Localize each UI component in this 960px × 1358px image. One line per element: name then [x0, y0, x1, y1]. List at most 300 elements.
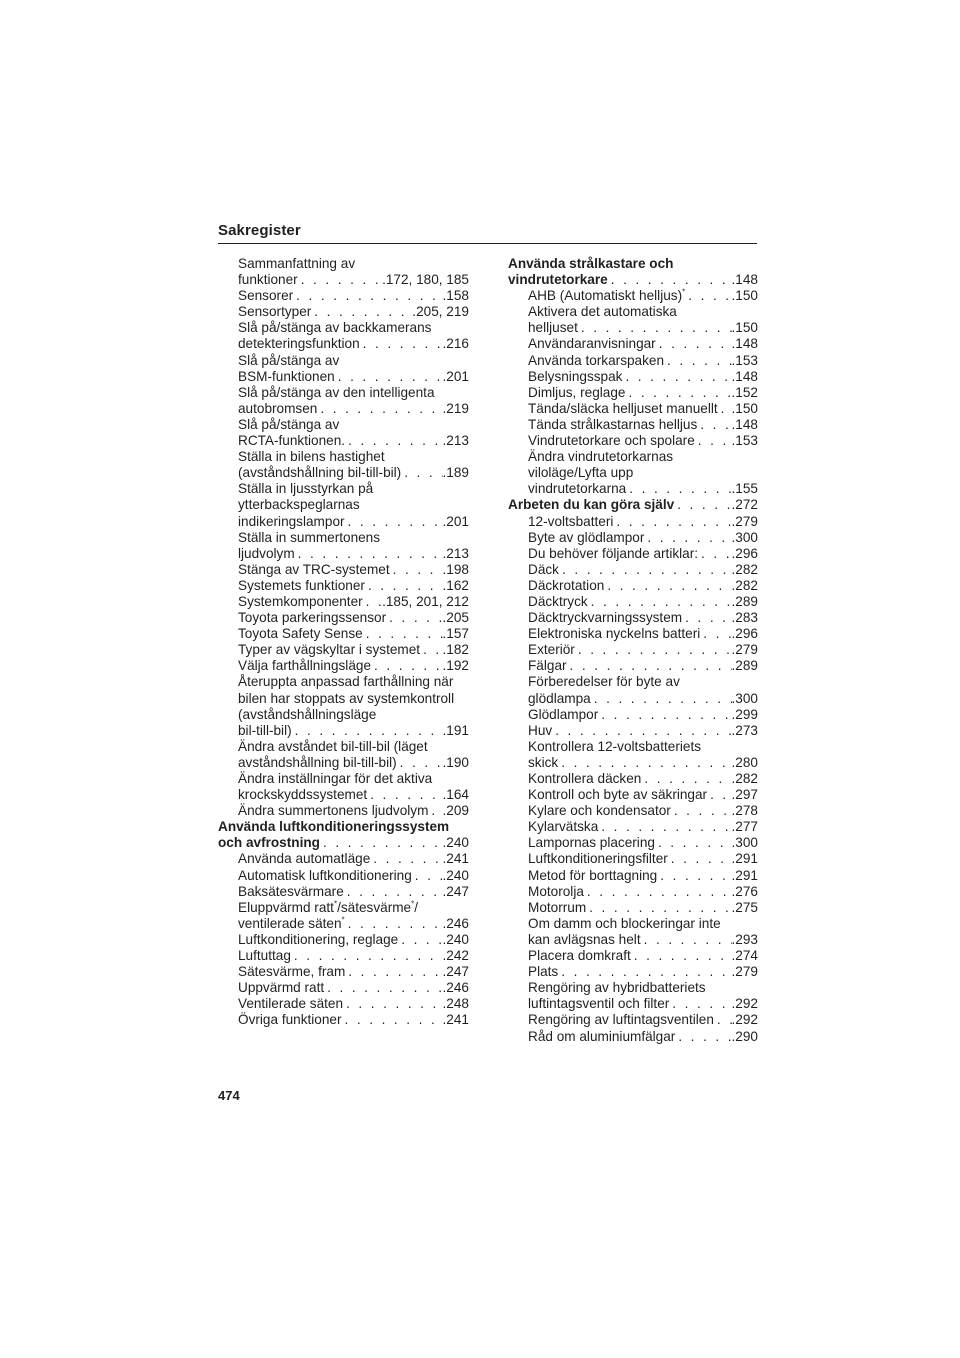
index-page-ref: .300 — [731, 690, 758, 706]
dot-leader — [363, 594, 382, 610]
index-page-ref: .148 — [731, 368, 758, 384]
index-page-ref: .209 — [442, 803, 469, 819]
index-page-ref: .282 — [731, 577, 758, 593]
index-entry-text: Övriga funktioner — [238, 1012, 342, 1028]
index-entry-text: Metod för borttagning — [528, 867, 658, 883]
index-entry-text: Rengöring av luftintagsventilen — [528, 1012, 714, 1028]
index-entry-text: Däckrotation — [528, 577, 605, 593]
index-entry-text: Användaranvisningar — [528, 336, 656, 352]
index-heading — [218, 835, 469, 851]
dot-leader — [428, 803, 442, 819]
index-entry-text: autobromsen — [238, 400, 318, 416]
index-entry — [508, 481, 758, 497]
index-entry — [218, 980, 469, 996]
dot-leader — [664, 353, 732, 369]
index-entry — [218, 900, 469, 916]
dot-leader — [390, 562, 443, 578]
index-entry-text: indikeringslampor — [238, 513, 345, 529]
index-page-ref: .148 — [731, 272, 758, 288]
dot-leader — [567, 658, 732, 674]
index-entry — [508, 336, 758, 352]
index-entry — [508, 819, 758, 835]
index-page-ref: .241 — [442, 851, 469, 867]
index-entry — [218, 578, 469, 594]
index-entry-text: krockskyddssystemet — [238, 787, 368, 803]
dot-leader — [698, 546, 732, 562]
index-entry — [508, 320, 758, 336]
index-entry-text: Kylarvätska — [528, 819, 599, 835]
index-entry-text: helljuset — [528, 320, 578, 336]
index-entry-text: Sensorer — [238, 288, 294, 304]
index-entry — [508, 626, 758, 642]
index-entry — [218, 691, 469, 707]
index-page-ref: .289 — [731, 593, 758, 609]
index-entry — [508, 851, 758, 867]
index-page-ref: .182 — [442, 642, 469, 658]
index-page-ref: .201 — [442, 513, 469, 529]
index-entry — [508, 594, 758, 610]
index-page-ref: .282 — [731, 771, 758, 786]
index-page-ref: .240 — [442, 835, 469, 851]
dot-leader — [344, 884, 443, 900]
index-entry — [508, 304, 758, 320]
index-entry-text: skick — [528, 754, 559, 770]
index-page-ref: .150 — [731, 320, 758, 336]
dot-leader — [584, 884, 732, 900]
index-entry-text: Ändra vindrutetorkarnas — [528, 449, 674, 465]
index-entry-text: Återuppta anpassad farthållning när — [238, 674, 454, 690]
index-entry — [508, 691, 758, 707]
dot-leader — [682, 610, 731, 626]
index-entry — [218, 755, 469, 771]
dot-leader — [412, 868, 443, 884]
dot-leader — [558, 755, 731, 771]
index-entry-text: RCTA-funktionen. — [238, 433, 346, 449]
index-entry — [508, 514, 758, 530]
index-page-ref: .272 — [731, 497, 758, 513]
index-entry — [508, 755, 758, 771]
index-entry-text: Toyota Safety Sense — [238, 626, 363, 642]
index-page-ref: .242 — [442, 948, 469, 964]
index-entry-text: Eluppvärmd ratt*/sätesvärme*/ — [238, 899, 419, 915]
dot-leader — [420, 642, 442, 658]
index-entry-text: detekteringsfunktion — [238, 336, 360, 352]
index-entry-text: Rengöring av hybridbatteriets — [528, 980, 706, 996]
index-entry-text: Slå på/stänga av — [238, 416, 340, 432]
index-entry-text: Tända strålkastarnas helljus — [528, 416, 698, 432]
index-entry-text: bil-till-bil) — [238, 722, 292, 738]
dot-leader — [386, 610, 442, 626]
index-entry-text: Ställa in ljusstyrkan på — [238, 481, 374, 497]
dot-leader — [604, 578, 731, 594]
index-entry-text: Välja farthållningsläge — [238, 658, 372, 674]
index-entry — [508, 948, 758, 964]
dot-leader — [345, 433, 443, 449]
index-page-ref: .289 — [731, 658, 758, 674]
index-entry-text: Ställa in summertonens — [238, 529, 381, 545]
index-page-ref: .296 — [731, 545, 758, 561]
index-page-ref: .192 — [442, 658, 469, 674]
index-entry — [508, 964, 758, 980]
index-page-ref: .279 — [731, 964, 758, 980]
index-entry-text: Ändra summertonens ljudvolym — [238, 803, 429, 819]
index-page-ref: .155 — [731, 481, 758, 497]
header-divider — [218, 243, 757, 244]
index-page-ref: .205, 219 — [412, 304, 469, 320]
index-page-ref: .300 — [731, 529, 758, 545]
index-page-ref: .246 — [442, 980, 469, 996]
index-entry — [508, 401, 758, 417]
dot-leader — [631, 948, 732, 964]
index-entry — [218, 336, 469, 352]
index-page-ref: .148 — [731, 416, 758, 432]
index-page-ref: .241 — [442, 1012, 469, 1028]
index-entry — [508, 353, 758, 369]
index-entry-text: Byte av glödlampor — [528, 529, 645, 545]
index-page-ref: .162 — [442, 577, 469, 593]
dot-leader — [367, 787, 442, 803]
index-title: Sakregister — [218, 222, 301, 239]
index-entry-text: Slå på/stänga av — [238, 352, 340, 368]
index-entry — [218, 1012, 469, 1028]
index-entry — [508, 449, 758, 465]
dot-leader — [697, 417, 731, 433]
index-entry-text: 12-voltsbatteri — [528, 513, 614, 529]
index-entry — [218, 642, 469, 658]
index-entry-text: ljudvolym — [238, 545, 295, 561]
index-entry — [508, 932, 758, 948]
index-entry — [218, 674, 469, 690]
index-page-ref: .246 — [442, 915, 469, 931]
index-entry-text: Slå på/stänga av backkamerans — [238, 320, 432, 336]
dot-leader — [598, 819, 731, 835]
index-entry-text: Sätesvärme, fram — [238, 964, 346, 980]
index-page-ref: .240 — [442, 867, 469, 883]
index-entry — [508, 996, 758, 1012]
index-entry-text: ventilerade säten* — [238, 915, 345, 931]
dot-leader — [345, 514, 443, 530]
index-entry-text: Dimljus, reglage — [528, 384, 626, 400]
index-page-ref: .240 — [442, 931, 469, 947]
index-entry-text: glödlampa — [528, 690, 591, 706]
dot-leader — [559, 562, 732, 578]
index-page-ref: .283 — [731, 610, 758, 626]
index-column-right — [508, 256, 758, 1045]
index-page-ref: .282 — [731, 561, 758, 577]
index-entry — [218, 481, 469, 497]
index-entry-text: (avståndshållning bil-till-bil) — [238, 465, 402, 481]
index-entry-text: Däcktryck — [528, 593, 588, 609]
index-page-ref: .275 — [731, 899, 758, 915]
dot-leader — [671, 803, 732, 819]
index-entry-text: Stänga av TRC-systemet — [238, 561, 390, 577]
index-entry-text: Ställa in bilens hastighet — [238, 449, 385, 465]
index-entry-text: Exteriör — [528, 642, 575, 658]
dot-leader — [591, 691, 732, 707]
index-page-ref: .213 — [442, 433, 469, 449]
index-entry-text: Ändra avståndet bil-till-bil (läget — [238, 738, 428, 754]
index-entry — [218, 932, 469, 948]
index-entry — [508, 610, 758, 626]
index-entry — [218, 353, 469, 369]
dot-leader — [588, 594, 732, 610]
dot-leader — [360, 336, 443, 352]
index-entry — [218, 449, 469, 465]
index-page-ref: .293 — [731, 931, 758, 947]
dot-leader — [675, 1029, 731, 1045]
index-entry-text: Typer av vägskyltar i systemet — [238, 642, 421, 658]
index-entry-text: funktioner — [238, 272, 298, 288]
index-entry — [218, 707, 469, 723]
index-entry-text: Kontrollera 12-voltsbatteriets — [528, 738, 702, 754]
dot-leader — [293, 288, 442, 304]
index-entry-text: Luftkonditionering, reglage — [238, 931, 399, 947]
index-page-ref: .299 — [731, 706, 758, 722]
index-page-ref: .198 — [442, 561, 469, 577]
index-entry-text: Systemkomponenter — [238, 593, 363, 609]
index-entry-text: Luftuttag — [238, 948, 291, 964]
index-page-ref: .213 — [442, 545, 469, 561]
index-entry-text: Baksätesvärmare — [238, 883, 344, 899]
index-entry — [508, 1012, 758, 1028]
dot-leader — [625, 385, 731, 401]
index-entry — [218, 562, 469, 578]
dot-leader — [586, 900, 731, 916]
index-entry-text: avståndshållning bil-till-bil) — [238, 754, 397, 770]
dot-leader — [365, 578, 443, 594]
dot-leader — [674, 497, 731, 513]
index-entry — [508, 288, 758, 304]
index-page-ref: .185, 201, 212 — [382, 593, 469, 609]
dot-leader — [552, 723, 731, 739]
index-entry — [508, 674, 758, 690]
index-page-ref: .274 — [731, 948, 758, 964]
index-entry — [218, 514, 469, 530]
index-entry-text: Luftkonditioneringsfilter — [528, 851, 668, 867]
index-entry — [508, 884, 758, 900]
index-entry — [218, 288, 469, 304]
index-entry-text: Belysningsspak — [528, 368, 623, 384]
dot-leader — [320, 835, 443, 851]
dot-leader — [345, 916, 443, 932]
index-entry — [218, 948, 469, 964]
index-entry — [508, 530, 758, 546]
index-entry-text: Däck — [528, 561, 559, 577]
dot-leader — [291, 948, 443, 964]
dot-leader — [641, 771, 731, 787]
index-page-ref: .153 — [731, 352, 758, 368]
index-entry — [218, 530, 469, 546]
index-entry-text: viloläge/Lyfta upp — [528, 465, 634, 481]
index-page-ref: .201 — [442, 368, 469, 384]
index-entry-text: Arbeten du kan göra själv — [508, 497, 675, 513]
index-entry — [218, 304, 469, 320]
dot-leader — [622, 369, 731, 385]
dot-leader — [295, 546, 443, 562]
index-entry-text: Vindrutetorkare och spolare — [528, 433, 695, 449]
index-entry-text: Tända/släcka helljuset manuellt — [528, 400, 718, 416]
index-entry — [508, 835, 758, 851]
index-entry-text: Du behöver följande artiklar: — [528, 545, 699, 561]
index-entry-text: Ventilerade säten — [238, 996, 344, 1012]
index-entry-text: Råd om aluminiumfälgar — [528, 1028, 676, 1044]
index-heading — [218, 819, 469, 835]
index-entry — [218, 546, 469, 562]
index-entry-text: Automatisk luftkonditionering — [238, 867, 412, 883]
index-entry-text: Motorrum — [528, 899, 587, 915]
index-entry-text: Ändra inställningar för det aktiva — [238, 771, 433, 786]
index-entry — [218, 401, 469, 417]
index-entry — [508, 642, 758, 658]
dot-leader — [335, 369, 443, 385]
index-page-ref: .297 — [731, 787, 758, 803]
index-page-ref: .300 — [731, 835, 758, 851]
index-page-ref: .205 — [442, 610, 469, 626]
dot-leader — [311, 304, 412, 320]
index-entry-text: Använda automatläge — [238, 851, 371, 867]
index-entry-text: Lampornas placering — [528, 835, 655, 851]
index-entry — [218, 723, 469, 739]
index-entry-text: kan avlägsnas helt — [528, 931, 641, 947]
page-number: 474 — [218, 1088, 240, 1103]
index-entry-text: Förberedelser för byte av — [528, 674, 680, 690]
index-entry-text: Uppvärmd ratt — [238, 980, 325, 996]
index-entry — [218, 739, 469, 755]
index-entry — [508, 385, 758, 401]
index-entry-text: och avfrostning — [218, 835, 320, 851]
index-entry — [218, 626, 469, 642]
index-entry — [508, 787, 758, 803]
dot-leader — [324, 980, 442, 996]
index-entry — [508, 578, 758, 594]
index-entry-text: Sensortyper — [238, 304, 312, 320]
dot-leader — [558, 964, 731, 980]
index-entry-text: Kontrollera däcken — [528, 771, 642, 786]
index-entry — [508, 369, 758, 385]
index-entry-text: ytterbackspeglarnas — [238, 497, 360, 513]
dot-leader — [578, 320, 732, 336]
index-page-ref: .164 — [442, 787, 469, 803]
index-page-ref: .296 — [731, 626, 758, 642]
index-entry — [218, 658, 469, 674]
index-page-ref: .279 — [731, 642, 758, 658]
index-entry — [218, 803, 469, 819]
index-entry-text: Kontroll och byte av säkringar — [528, 787, 708, 803]
index-heading — [508, 272, 758, 288]
index-entry — [508, 417, 758, 433]
dot-leader — [718, 401, 732, 417]
index-entry — [218, 787, 469, 803]
dot-leader — [575, 642, 732, 658]
index-page-ref: .189 — [442, 465, 469, 481]
index-entry — [508, 771, 758, 787]
index-entry — [218, 964, 469, 980]
index-page-ref: .191 — [442, 722, 469, 738]
dot-leader — [668, 851, 732, 867]
index-entry — [508, 433, 758, 449]
dot-leader — [657, 868, 731, 884]
index-entry-text: luftintagsventil och filter — [528, 996, 670, 1012]
dot-leader — [641, 932, 732, 948]
index-page-ref: .292 — [731, 1012, 758, 1028]
index-page-ref: .190 — [442, 754, 469, 770]
index-entry — [218, 916, 469, 932]
index-entry — [508, 739, 758, 755]
index-page-ref: .150 — [731, 288, 758, 304]
index-entry-text: Använda strålkastare och — [508, 256, 674, 271]
index-entry-text: Placera domkraft — [528, 948, 631, 964]
index-page-ref: .277 — [731, 819, 758, 835]
index-page-ref: .157 — [442, 626, 469, 642]
dot-leader — [695, 433, 732, 449]
index-entry — [508, 465, 758, 481]
dot-leader — [714, 1012, 732, 1028]
index-page-ref: .158 — [442, 288, 469, 304]
index-entry — [508, 546, 758, 562]
index-entry — [218, 868, 469, 884]
index-entry — [218, 465, 469, 481]
index-entry — [508, 916, 758, 932]
index-entry — [508, 803, 758, 819]
index-entry-text: Sammanfattning av — [238, 256, 356, 271]
dot-leader — [656, 336, 732, 352]
index-heading — [508, 497, 758, 513]
index-entry — [218, 417, 469, 433]
index-entry-text: Använda luftkonditioneringssystem — [218, 819, 450, 835]
dot-leader — [343, 996, 442, 1012]
index-page-ref: .278 — [731, 803, 758, 819]
index-entry — [218, 497, 469, 513]
index-page-ref: .247 — [442, 964, 469, 980]
dot-leader — [598, 707, 731, 723]
index-page-ref: .148 — [731, 336, 758, 352]
index-entry-text: Systemets funktioner — [238, 577, 365, 593]
index-entry-text: AHB (Automatiskt helljus)* — [528, 288, 686, 304]
dot-leader — [644, 530, 731, 546]
dot-leader — [626, 481, 731, 497]
index-page-ref: .279 — [731, 513, 758, 529]
index-page-ref: .216 — [442, 336, 469, 352]
index-page-ref: .150 — [731, 400, 758, 416]
index-heading — [508, 256, 758, 272]
dot-leader — [298, 272, 382, 288]
index-entry — [218, 594, 469, 610]
dot-leader — [401, 465, 442, 481]
dot-leader — [608, 272, 732, 288]
index-entry-text: Huv — [528, 722, 553, 738]
dot-leader — [613, 514, 731, 530]
index-entry — [508, 723, 758, 739]
index-entry-text: Däcktryckvarningssystem — [528, 610, 683, 626]
index-page-ref: .291 — [731, 851, 758, 867]
index-entry — [218, 610, 469, 626]
dot-leader — [292, 723, 443, 739]
dot-leader — [707, 787, 731, 803]
index-entry — [218, 771, 469, 787]
index-entry-text: Slå på/stänga av den intelligenta — [238, 384, 435, 400]
index-page-ref: .153 — [731, 433, 758, 449]
index-entry-text: bilen har stoppats av systemkontroll — [238, 690, 455, 706]
index-page-ref: .248 — [442, 996, 469, 1012]
index-page-ref: .292 — [731, 996, 758, 1012]
index-entry — [508, 562, 758, 578]
index-entry — [218, 433, 469, 449]
index-page-ref: .273 — [731, 722, 758, 738]
index-page-ref: .291 — [731, 867, 758, 883]
index-entry — [218, 851, 469, 867]
dot-leader — [397, 755, 443, 771]
index-entry-text: Kylare och kondensator — [528, 803, 671, 819]
